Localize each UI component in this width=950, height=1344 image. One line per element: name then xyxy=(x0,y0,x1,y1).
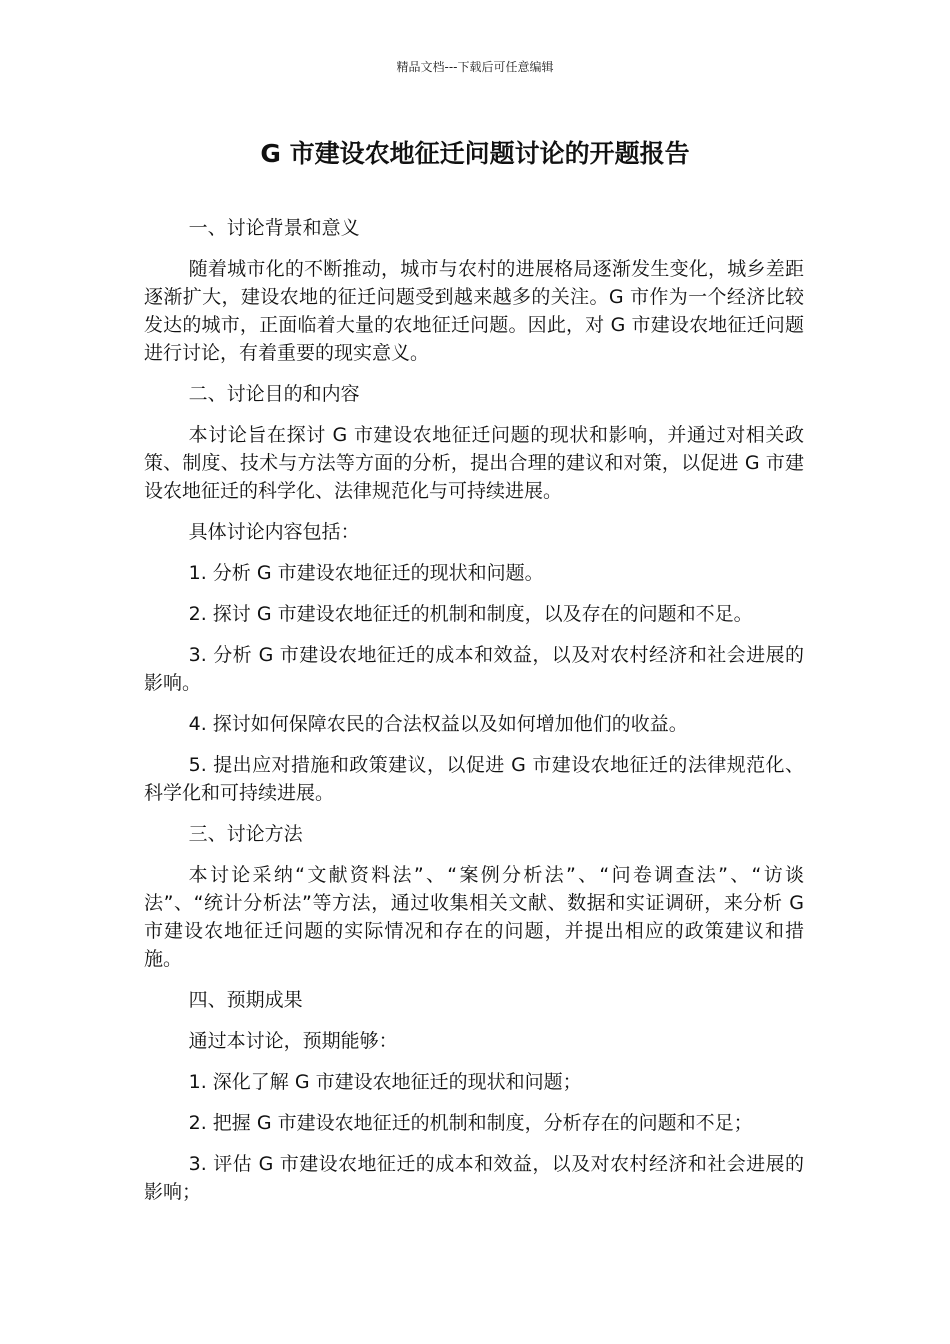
document-title: G 市建设农地征迁问题讨论的开题报告 xyxy=(260,139,690,168)
section-heading-outcomes: 四、预期成果 xyxy=(188,989,303,1011)
list-item-outcome-1: 1. 深化了解 G 市建设农地征迁的现状和问题； xyxy=(188,1071,582,1093)
list-item-content-3: 3. 分析 G 市建设农地征迁的成本和效益，以及对农村经济和社会进展的影响。 xyxy=(144,644,804,694)
list-item-content-1: 1. 分析 G 市建设农地征迁的现状和问题。 xyxy=(188,562,544,584)
list-item-outcome-3: 3. 评估 G 市建设农地征迁的成本和效益，以及对农村经济和社会进展的影响； xyxy=(144,1153,804,1203)
paragraph-outcomes-intro: 通过本讨论，预期能够： xyxy=(188,1030,398,1052)
paragraph-method: 本讨论采纳“文献资料法”、“案例分析法”、“问卷调查法”、“访谈法”、“统计分析法”等方法，通过收集相关文献、数据和实证调研，来分析 G 市建设农地征迁问题的实际情况和存在的问题，并提出相应的政策建议和措施。 xyxy=(144,864,804,970)
list-item-outcome-2: 2. 把握 G 市建设农地征迁的机制和制度，分析存在的问题和不足； xyxy=(188,1112,753,1134)
document-body xyxy=(144,214,804,1219)
section-heading-background: 一、讨论背景和意义 xyxy=(188,217,360,239)
paragraph-purpose: 本讨论旨在探讨 G 市建设农地征迁问题的现状和影响，并通过对相关政策、制度、技术与方法等方面的分析，提出合理的建议和对策，以促进 G 市建设农地征迁的科学化、法律规范化与可持续进展。 xyxy=(144,424,804,502)
section-heading-method: 三、讨论方法 xyxy=(188,823,303,845)
paragraph-background: 随着城市化的不断推动，城市与农村的进展格局逐渐发生变化，城乡差距逐渐扩大，建设农地的征迁问题受到越来越多的关注。G 市作为一个经济比较发达的城市，正面临着大量的农地征迁问题。因此，对 G 市建设农地征迁问题进行讨论，有着重要的现实意义。 xyxy=(144,258,804,364)
list-item-content-2: 2. 探讨 G 市建设农地征迁的机制和制度，以及存在的问题和不足。 xyxy=(188,603,753,625)
list-item-content-4: 4. 探讨如何保障农民的合法权益以及如何增加他们的收益。 xyxy=(188,713,688,735)
paragraph-content-intro: 具体讨论内容包括： xyxy=(188,521,360,543)
section-heading-purpose: 二、讨论目的和内容 xyxy=(188,383,360,405)
list-item-content-5: 5. 提出应对措施和政策建议，以促进 G 市建设农地征迁的法律规范化、科学化和可持续进展。 xyxy=(144,754,804,804)
page-header-note: 精品文档---下载后可任意编辑 xyxy=(396,60,554,74)
